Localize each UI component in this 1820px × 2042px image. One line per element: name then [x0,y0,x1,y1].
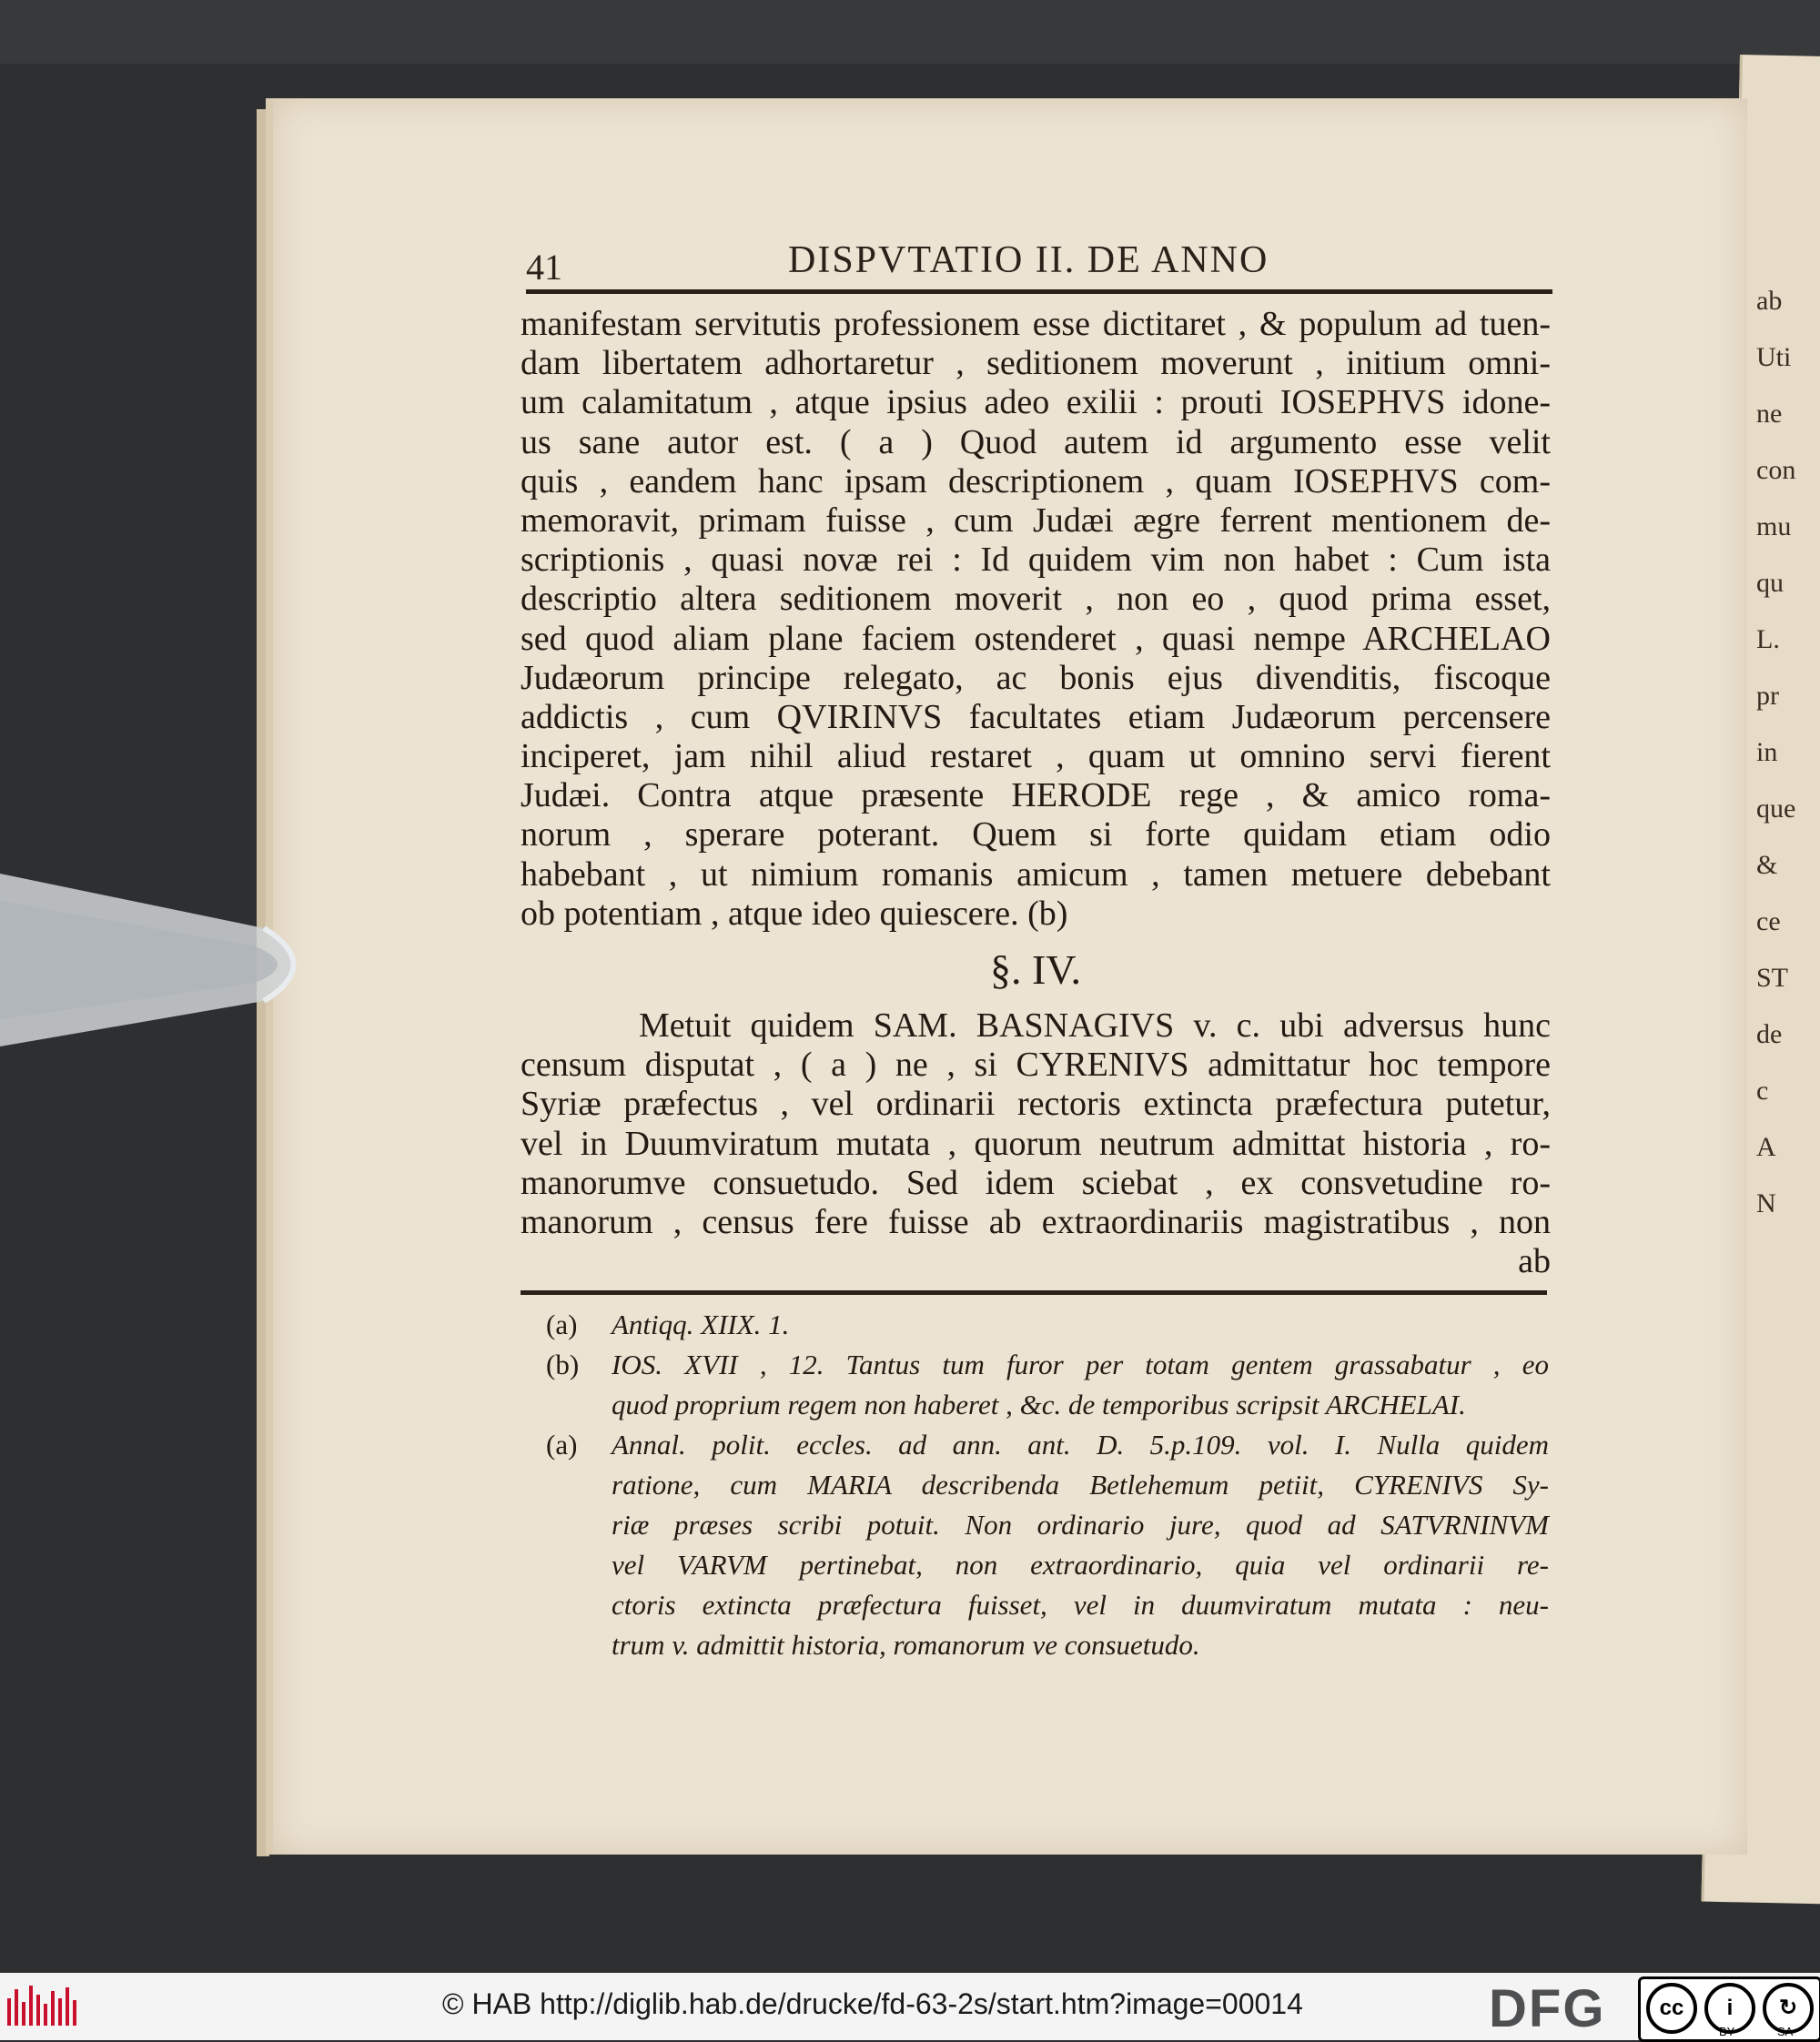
footnote-text: ratione, cum MARIA describenda Betlehemum petiit, CYRENIVS Sy- [612,1469,1549,1501]
by-icon: i [1704,1983,1755,2034]
text-line: quis , eandem hanc ipsam descriptionem , quam IOSEPHVS com- [521,461,1551,500]
footnote [546,1345,1551,1425]
footnote-text: Annal. polit. eccles. ad ann. ant. D. 5.p.109. vol. I. Nulla quidem [612,1429,1549,1461]
cc-icon: cc [1646,1983,1697,2034]
footnotes [546,1305,1551,1665]
text-line: descriptio altera seditionem moverit , non eo , quod prima esset, [521,580,1551,619]
next-page-fragment: in [1756,737,1778,767]
next-page-fragment: N [1756,1188,1776,1218]
footnote-text: trum v. admittit historia, romanorum ve consuetudo. [612,1629,1200,1661]
next-page-fragment: que [1756,794,1796,824]
next-page-fragment: con [1756,455,1796,485]
next-page-fragment: de [1756,1019,1783,1049]
footer-bar [0,1973,1820,2040]
dfg-logo: DFG [1489,1979,1606,2038]
text-line: vel in Duumviratum mutata , quorum neutrum admittat historia , ro- [521,1124,1551,1163]
text-line: manifestam servitutis professionem esse dictitaret , & populum ad tuen- [521,305,1551,343]
next-page-fragment: c [1756,1076,1769,1106]
text-line: Judæorum principe relegato, ac bonis ejus divenditis, fiscoque [521,658,1551,697]
text-line: norum , sperare poterant. Quem si forte quidam etiam odio [521,815,1551,854]
section-heading: §. IV. [989,946,1082,993]
next-page-fragments [1756,273,1820,1232]
text-line: Metuit quidem SAM. BASNAGIVS v. c. ubi adversus hunc [639,1006,1551,1045]
footnote [546,1425,1551,1665]
text-line: memoravit, primam fuisse , cum Judæi ægre ferrent mentionem de- [521,500,1551,540]
text-line: Judæi. Contra atque præsente HERODE rege , & amico roma- [521,776,1551,815]
running-head: DISPVTATIO II. DE ANNO [788,239,1269,281]
text-line: manorum , census fere fuisse ab extraordinariis magistratibus , non [521,1202,1551,1241]
next-page-fragment: ce [1756,906,1781,936]
text-line: habebant , ut nimium romanis amicum , tamen metuere debebant [521,854,1551,894]
text-line: ab [1518,1242,1551,1281]
sa-icon: ↻ [1763,1983,1814,2034]
next-page-fragment: mu [1756,511,1792,541]
header-rule [526,289,1552,294]
page-header [526,235,1552,289]
footnote-text: IOS. XVII , 12. Tantus tum furor per totam gentem grassabatur , eo [612,1349,1549,1380]
text-line: um calamitatum , atque ipsius adeo exilii : prouti IOSEPHVS idone- [521,383,1551,422]
next-page-fragment: pr [1756,681,1779,711]
text-line: sed quod aliam plane faciem ostenderet , quasi nempe ARCHELAO [521,619,1551,658]
next-page-fragment: L. [1756,624,1780,654]
page-number: 41 [526,247,562,288]
text-line: Syriæ præfectus , vel ordinarii rectoris extincta præfectura putetur, [521,1085,1551,1124]
text-line: ob potentiam , atque ideo quiescere. (b) [521,894,1068,933]
footnote-label: (a) [546,1429,578,1461]
footnote-text: quod proprium regem non haberet , &c. de temporibus scripsit ARCHELAI. [612,1389,1466,1420]
next-page-fragment: ST [1756,963,1789,993]
cc-sa-label: SA [1777,2025,1794,2038]
next-page-fragment: ab [1756,286,1783,316]
main-text [521,305,1551,1281]
cc-license-badge[interactable] [1638,1976,1820,2042]
text-line: dam libertatem adhortaretur , seditionem moverunt , initium omni- [521,344,1551,383]
text-line: scriptionis , quasi novæ rei : Id quidem vim non habet : Cum ista [521,541,1551,580]
text-line: addictis , cum QVIRINVS facultates etiam Judæorum percensere [521,697,1551,736]
text-line: censum disputat , ( a ) ne , si CYRENIVS admittatur hoc tempore [521,1046,1551,1085]
text-line: us sane autor est. ( a ) Quod autem id argumento esse velit [521,422,1551,461]
next-page-fragment: A [1756,1132,1776,1162]
cc-by-label: BY [1719,2025,1735,2038]
footnote-text: vel VARVM pertinebat, non extraordinario, quia vel ordinarii re- [612,1549,1549,1581]
book-clip [0,864,318,1074]
next-page-fragment: qu [1756,568,1784,598]
footnote [546,1305,1551,1345]
footnote-text: riæ præses scribi potuit. Non ordinario jure, quod ad SATVRNINVM [612,1509,1549,1541]
footnote-text: Antiqq. XIIX. 1. [612,1309,790,1340]
next-page-fragment: & [1756,850,1778,880]
scan-top-band [0,0,1820,64]
footnote-text: ctoris extincta præfectura fuisset, vel in duumviratum mutata : neu- [612,1589,1549,1621]
footnote-label: (b) [546,1349,580,1380]
footnote-rule [521,1290,1547,1295]
footnote-label: (a) [546,1309,578,1340]
text-line: inciperet, jam nihil aliud restaret , quam ut omnino servi fierent [521,737,1551,776]
next-page-fragment: Uti [1756,342,1792,372]
hab-barcode-logo [7,1984,80,2029]
copyright-url[interactable]: © HAB http://diglib.hab.de/drucke/fd-63-2s/start.htm?image=00014 [442,1987,1303,2020]
next-page-fragment: ne [1756,399,1783,429]
text-line: manorumve consuetudo. Sed idem sciebat , ex consvetudine ro- [521,1163,1551,1202]
